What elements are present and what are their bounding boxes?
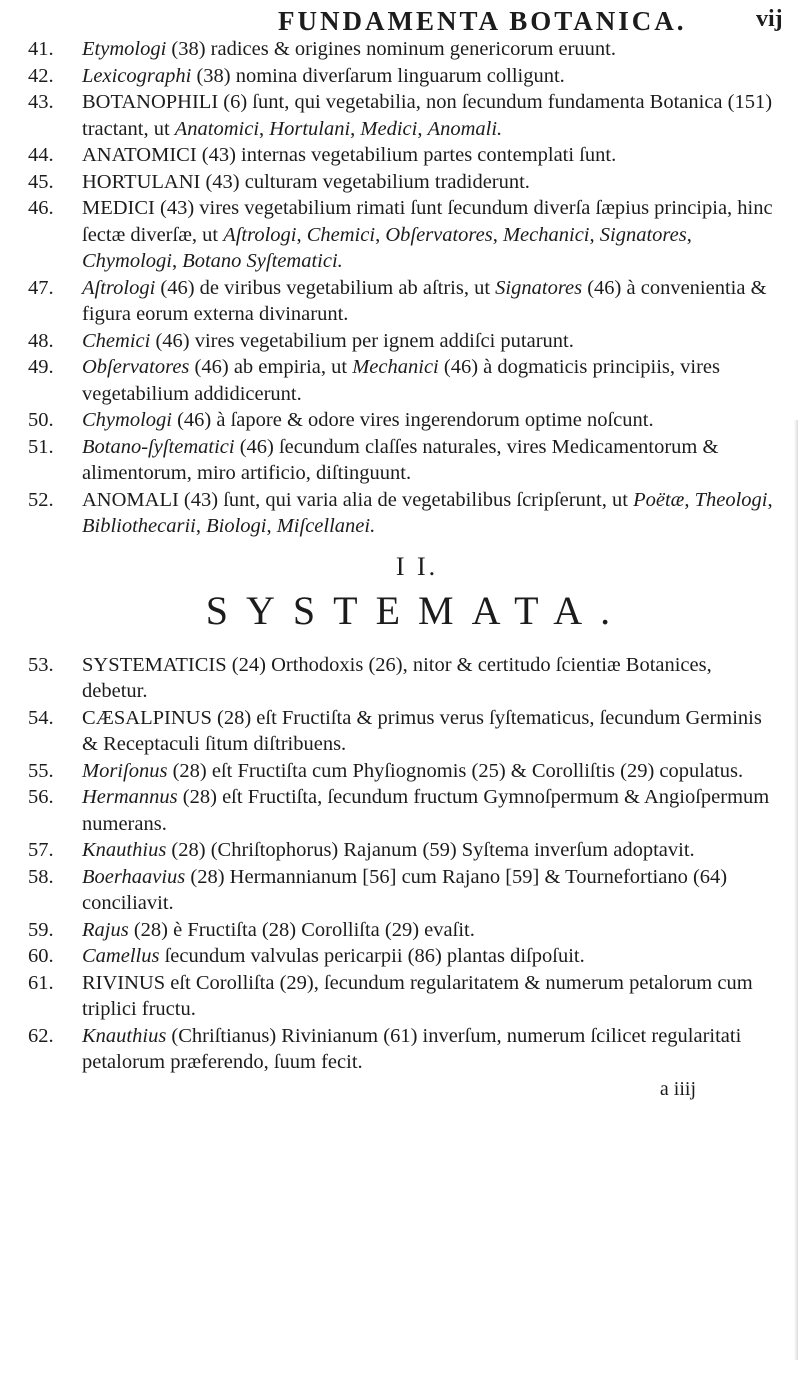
aphorism-text	[82, 277, 767, 326]
section-number: I I.	[395, 551, 439, 581]
aphorism-number: 42.	[28, 64, 54, 87]
aphorism-text	[82, 866, 727, 915]
italic-term: Knauthius	[82, 1024, 167, 1047]
text-run: ,	[296, 223, 307, 246]
text-run: ,	[589, 223, 600, 246]
text-run: (Chriſtianus) Rivinianum (61) inverſum, numerum ſcilicet regularitati petalorum præferendo, ſuum fecit.	[82, 1024, 742, 1073]
aphorism-paragraph	[28, 89, 782, 142]
italic-term: Knauthius	[82, 839, 167, 861]
aphorism-paragraph	[28, 354, 782, 407]
aphorism-number: 47.	[28, 276, 54, 299]
text-run: ,	[492, 223, 503, 246]
body-text	[28, 36, 782, 1102]
aphorism-text	[82, 65, 565, 87]
section-title: SYSTEMATA.	[205, 587, 629, 633]
aphorism-number: 45.	[28, 170, 54, 193]
italic-term: Miſcellanei.	[276, 515, 376, 537]
aphorism-paragraph	[28, 142, 782, 169]
text-run: (28) (Chriſtophorus) Rajanum (59) Syſtema inverſum adoptavit.	[166, 839, 695, 861]
text-run: ,	[417, 117, 428, 140]
text-run: RIVINUS eſt Corolliſta (29), ſecundum regularitatem & numerum petalorum cum triplici fructu.	[82, 971, 753, 1020]
text-run: ,	[350, 117, 361, 140]
aphorism-text	[82, 919, 475, 941]
text-run: ANATOMICI (43) internas vegetabilium partes contemplati ſunt.	[82, 144, 617, 166]
aphorism-text	[82, 356, 720, 405]
aphorism-number: 51.	[28, 435, 54, 458]
aphorism-paragraph	[28, 328, 782, 355]
text-run: ,	[171, 250, 183, 272]
text-run: (38) radices & origines nominum genericorum eruunt.	[166, 38, 617, 60]
aphorism-text	[82, 436, 718, 485]
italic-term: Aſtrologi	[82, 276, 156, 299]
aphorism-text	[82, 38, 616, 60]
italic-term: Botano Syſtematici.	[182, 250, 343, 272]
aphorism-text	[82, 707, 762, 756]
aphorism-text	[82, 144, 616, 166]
aphorism-paragraph	[28, 434, 782, 487]
aphorism-paragraph	[28, 195, 782, 275]
text-run: (28) è Fructiſta (28) Corolliſta (29) evaſit.	[128, 918, 475, 941]
aphorism-paragraph	[28, 407, 782, 434]
text-run: ANOMALI (43) ſunt, qui varia alia de vegetabilibus ſcripſerunt, ut	[82, 488, 634, 511]
text-run: (46) ſecundum claſſes naturales, vires Medicamentorum & alimentorum, miro artificio, diſtinguunt.	[82, 435, 719, 484]
aphorism-text	[82, 760, 743, 782]
aphorism-paragraph	[28, 943, 782, 970]
aphorism-number: 58.	[28, 865, 54, 888]
aphorism-text	[82, 945, 585, 967]
text-run: (46) de viribus vegetabilium ab aſtris, ut	[155, 276, 496, 299]
text-run: BOTANOPHILI (6) ſunt, qui vegetabilia, non ſecundum fundamenta Botanica (151) tractant, ut	[82, 91, 773, 140]
aphorism-text	[82, 330, 574, 352]
aphorism-number: 44.	[28, 144, 54, 166]
text-run: (46) ab empiria, ut	[189, 356, 353, 378]
italic-term: Theologi	[694, 488, 768, 511]
aphorism-number: 62.	[28, 1024, 54, 1047]
italic-term: Obſervatores	[82, 356, 190, 378]
italic-term: Camellus	[82, 945, 160, 967]
text-run: (46) à convenientia & figura eorum externa divinarunt.	[82, 276, 767, 325]
italic-term: Anatomici	[174, 117, 260, 140]
aphorisms-before	[28, 36, 782, 540]
italic-term: Etymologi	[82, 38, 167, 60]
aphorism-text	[82, 972, 753, 1021]
aphorism-number: 48.	[28, 329, 54, 352]
aphorism-paragraph	[28, 917, 782, 944]
italic-term: Signatores	[599, 223, 687, 246]
aphorism-number: 59.	[28, 918, 54, 941]
text-run: ,	[684, 488, 695, 511]
aphorism-number: 46.	[28, 197, 54, 219]
italic-term: Signatores	[495, 276, 583, 299]
text-run: HORTULANI (43) culturam vegetabilium tradiderunt.	[82, 170, 530, 193]
aphorism-number: 54.	[28, 706, 54, 729]
italic-term: Boerhaavius	[82, 865, 186, 888]
page-number: vij	[756, 6, 783, 32]
aphorism-number: 53.	[28, 653, 54, 676]
text-run: ,	[195, 515, 207, 537]
italic-term: Hermannus	[82, 786, 178, 808]
italic-term: Chemici	[306, 223, 376, 246]
italic-term: Chymologi	[82, 409, 172, 431]
text-run: ſecundum valvulas pericarpii (86) plantas diſpoſuit.	[159, 945, 585, 967]
aphorism-paragraph	[28, 652, 782, 705]
italic-term: Medici	[360, 117, 418, 140]
aphorism-paragraph	[28, 970, 782, 1023]
aphorism-text	[82, 839, 695, 861]
text-run: (28) eſt Fructiſta cum Phyſiognomis (25) & Corolliſtis (29) copulatus.	[167, 759, 744, 782]
aphorism-paragraph	[28, 864, 782, 917]
aphorism-paragraph	[28, 487, 782, 540]
text-run: ,	[767, 488, 773, 511]
aphorism-paragraph	[28, 784, 782, 837]
aphorisms-after	[28, 652, 782, 1076]
italic-term: Lexicographi	[82, 64, 192, 87]
aphorism-paragraph	[28, 837, 782, 864]
text-run: (28) eſt Fructiſta, ſecundum fructum Gymnoſpermum & Angioſpermum numerans.	[82, 786, 770, 835]
aphorism-paragraph	[28, 169, 782, 196]
aphorism-number: 41.	[28, 38, 54, 60]
aphorism-paragraph	[28, 1023, 782, 1076]
aphorism-text	[82, 171, 530, 193]
text-run: ,	[259, 117, 270, 140]
italic-term: Poëtæ	[633, 488, 685, 511]
aphorism-number: 55.	[28, 759, 54, 782]
italic-term: Obſervatores	[385, 223, 493, 246]
italic-term: Botano-ſyſtematici	[82, 435, 235, 458]
aphorism-number: 49.	[28, 356, 54, 378]
aphorism-text	[82, 1025, 741, 1074]
aphorism-paragraph	[28, 63, 782, 90]
aphorism-number: 43.	[28, 91, 54, 113]
italic-term: Anomali.	[427, 117, 503, 140]
aphorism-text	[82, 654, 712, 703]
running-title: FUNDAMENTA BOTANICA.	[278, 6, 687, 36]
text-run: (46) vires vegetabilium per ignem addiſci putarunt.	[150, 329, 574, 352]
italic-term: Mechanici	[502, 223, 590, 246]
aphorism-paragraph	[28, 36, 782, 63]
text-run: (38) nomina diverſarum linguarum colligunt.	[191, 64, 565, 87]
text-run: (28) Hermannianum [56] cum Rajano [59] & Tournefortiano (64) conciliavit.	[82, 865, 728, 914]
text-run: ,	[686, 223, 692, 246]
italic-term: Rajus	[82, 918, 129, 941]
aphorism-number: 57.	[28, 839, 54, 861]
aphorism-number: 56.	[28, 786, 54, 808]
italic-term: Hortulani	[269, 117, 351, 140]
aphorism-number: 52.	[28, 488, 54, 511]
aphorism-paragraph	[28, 275, 782, 328]
aphorism-text	[82, 489, 773, 538]
text-run: ,	[266, 515, 277, 537]
text-run: MEDICI (43) vires vegetabilium rimati ſunt ſecundum diverſa ſæpius principia, hinc ſectæ diverſæ, ut	[82, 197, 773, 246]
text-run: (46) à dogmaticis principiis, vires vegetabilium addidicerunt.	[82, 356, 720, 405]
text-run: ,	[375, 223, 386, 246]
aphorism-number: 61.	[28, 971, 54, 994]
italic-term: Moriſonus	[82, 759, 168, 782]
italic-term: Aſtrologi	[223, 223, 297, 246]
aphorism-text	[82, 786, 769, 835]
aphorism-text	[82, 197, 773, 272]
page-edge-shadow	[794, 420, 798, 1360]
italic-term: Chymologi	[82, 250, 172, 272]
text-run: SYSTEMATICIS (24) Orthodoxis (26), nitor & certitudo ſcientiæ Botanices, debetur.	[82, 653, 712, 702]
text-run: CÆSALPINUS (28) eſt Fructiſta & primus verus ſyſtematicus, ſecundum Germinis & Receptaculi ſitum diſtribuens.	[82, 706, 762, 755]
aphorism-number: 60.	[28, 945, 54, 967]
aphorism-text	[82, 91, 772, 140]
italic-term: Chemici	[82, 329, 151, 352]
aphorism-text	[82, 409, 654, 431]
aphorism-paragraph	[28, 705, 782, 758]
signature-mark: a iiij	[659, 1077, 696, 1100]
italic-term: Mechanici	[352, 356, 439, 378]
italic-term: Bibliothecarii	[82, 515, 196, 537]
aphorism-paragraph	[28, 758, 782, 785]
text-run: (46) à ſapore & odore vires ingerendorum optime noſcunt.	[171, 409, 654, 431]
aphorism-number: 50.	[28, 409, 54, 431]
italic-term: Biologi	[206, 515, 267, 537]
